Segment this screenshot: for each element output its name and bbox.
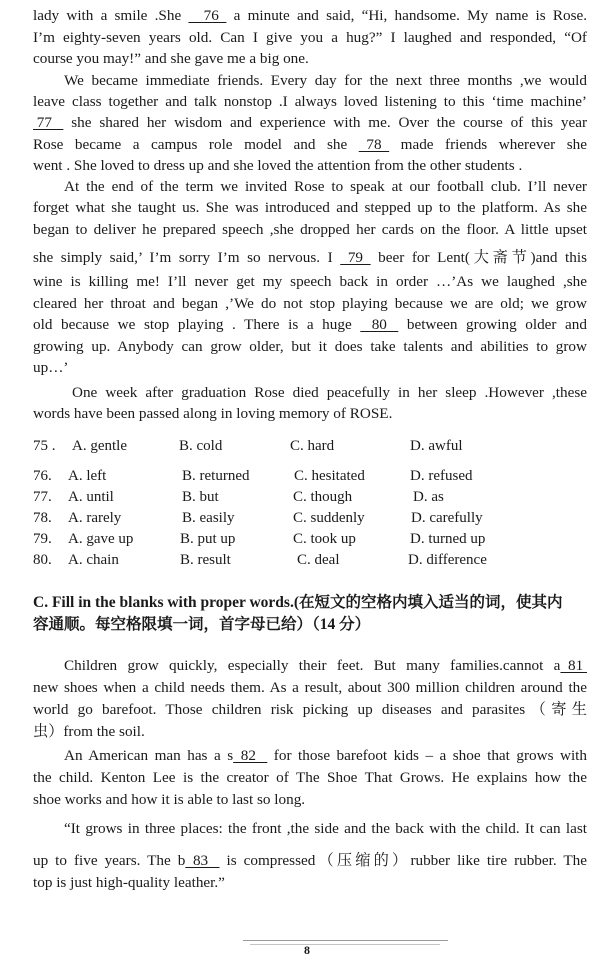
option-c: C. though: [293, 489, 353, 505]
text-run: forget what she taught us. She was introduced and stepped up to the platform. As she: [33, 199, 587, 216]
option-a: A. left: [68, 468, 107, 484]
passage-line: [33, 316, 587, 334]
passage-line: [33, 701, 587, 719]
blank-76: 76: [188, 7, 227, 24]
question-number: 78.: [33, 510, 52, 526]
passage-line: [33, 405, 587, 423]
question-number: 77.: [33, 489, 52, 505]
option-a: A. until: [68, 489, 114, 505]
passage-line: [64, 747, 587, 765]
text-run: began to deliver he prepared speech ,she dropped her cards on the floor. A little upset: [33, 221, 587, 238]
text-run: up…’: [33, 359, 69, 376]
text-run: growing up. Anybody can grow older, but it does take talents and abilities to grow: [33, 338, 587, 355]
passage-line: [64, 820, 587, 838]
blank-80: 80: [360, 316, 399, 333]
option-c: C. took up: [293, 531, 356, 547]
passage-line: [72, 384, 587, 402]
passage-line: [33, 157, 587, 175]
blank-78: 78: [358, 136, 390, 153]
passage-line: [33, 338, 587, 356]
option-b: B. returned: [182, 468, 250, 484]
question-number: 79.: [33, 531, 52, 547]
passage-line: [33, 114, 587, 132]
text-run: she simply said,’ I’m sorry I’m so nervous. I: [33, 249, 341, 266]
question-number: 80.: [33, 552, 52, 568]
section-c-heading: C. Fill in the blanks with proper words.(在短文的空格内填入适当的词，使其内: [33, 594, 563, 611]
passage-line: [33, 359, 587, 377]
text-run: words have been passed along in loving memory of ROSE.: [33, 405, 393, 422]
text-run: new shoes when a child needs them. As a result, about 300 million children around the: [33, 679, 587, 696]
passage-line: [33, 221, 587, 239]
blank-79: 79: [340, 249, 371, 266]
text-run: An American man has a s: [64, 747, 234, 764]
text-run: Children grow quickly, especially their feet. But many families.cannot a: [64, 657, 561, 674]
option-a: A. gave up: [68, 531, 134, 547]
footer-rule: [243, 940, 448, 941]
option-a: A. rarely: [68, 510, 122, 526]
text-run: went . She loved to dress up and she loved the attention from the other students .: [33, 157, 523, 174]
option-c: C. hesitated: [294, 468, 365, 484]
option-d: D. refused: [410, 468, 473, 484]
option-a: A. chain: [68, 552, 119, 568]
passage-line: [33, 199, 587, 217]
text-run: the child. Kenton Lee is the creator of The Shoe That Grows. He explains how the: [33, 769, 587, 786]
passage-line: [33, 874, 587, 892]
text-run: old because we stop playing . There is a huge: [33, 316, 361, 333]
text-run: top is just high-quality leather.”: [33, 874, 225, 891]
option-b: B. but: [182, 489, 219, 505]
option-d: D. awful: [410, 438, 463, 454]
passage-line: [33, 791, 587, 809]
text-run: beer for Lent(大斋节)and this: [378, 249, 587, 266]
text-run: a minute and said, “Hi, handsome. My name is Rose.: [233, 7, 588, 24]
text-run: One week after graduation Rose died peacefully in her sleep .However ,these: [72, 384, 587, 401]
text-run: lady with a smile .She: [33, 7, 182, 24]
passage-line: [33, 769, 587, 787]
text-run: cleared her throat and began ,’We do not stop playing because we are old; we grow: [33, 295, 587, 312]
passage-line: [33, 136, 587, 154]
passage-line: [33, 273, 587, 291]
option-d: D. as: [413, 489, 444, 505]
text-run: 虫）from the soil.: [33, 723, 145, 740]
text-run: We became immediate friends. Every day for the next three months ,we would: [64, 72, 587, 89]
passage-line: [33, 852, 587, 870]
text-run: she shared her wisdom and experience with me. Over the course of this year: [71, 114, 588, 131]
text-run: is compressed（压缩的）rubber like tire rubber. The: [226, 852, 587, 869]
passage-line: [33, 93, 587, 111]
option-b: B. result: [180, 552, 231, 568]
blank-81: 81: [560, 657, 587, 674]
passage-line: [33, 295, 587, 313]
text-run: up to five years. The b: [33, 852, 186, 869]
text-run: world go barefoot. Those children risk picking up diseases and parasites（寄生: [33, 701, 587, 718]
footer-rule: [250, 944, 440, 945]
option-b: B. easily: [182, 510, 235, 526]
passage-line: [33, 249, 587, 267]
text-run: “It grows in three places: the front ,the side and the back with the child. It can last: [64, 820, 587, 837]
option-d: D. turned up: [410, 531, 486, 547]
option-c: C. suddenly: [293, 510, 365, 526]
passage-line: [33, 7, 587, 25]
blank-77: 77: [33, 114, 64, 131]
text-run: between growing older and: [406, 316, 587, 333]
option-d: D. difference: [408, 552, 487, 568]
text-run: shoe works and how it is able to last so long.: [33, 791, 306, 808]
passage-line: [64, 178, 587, 196]
text-run: At the end of the term we invited Rose to speak at our football club. I’ll never: [64, 178, 587, 195]
blank-83: 83: [185, 852, 220, 869]
text-run: Rose became a campus role model and she: [33, 136, 359, 153]
passage-line: [33, 29, 587, 47]
text-run: made friends wherever she: [400, 136, 587, 153]
option-a: A. gentle: [72, 438, 127, 454]
option-d: D. carefully: [411, 510, 483, 526]
text-run: course you may!” and she gave me a big one.: [33, 50, 309, 67]
section-c-heading-cont: 容通顺。每空格限填一词，首字母已给）（14 分）: [33, 616, 371, 633]
question-number: 75 .: [33, 438, 56, 454]
text-run: I’m eighty-seven years old. Can I give you a hug?” I laughed and responded, “Of: [33, 29, 587, 46]
text-run: wine is killing me! I’ll never get my speech back in order …’As we laughed ,she: [33, 273, 587, 290]
option-c: C. hard: [290, 438, 335, 454]
option-b: B. cold: [179, 438, 223, 454]
option-b: B. put up: [180, 531, 236, 547]
option-c: C. deal: [297, 552, 340, 568]
passage-line: [64, 657, 587, 675]
passage-line: [33, 723, 587, 741]
text-run: leave class together and talk nonstop .I always loved listening to this ‘time machine’: [33, 93, 587, 110]
page-number: 8: [304, 943, 310, 957]
passage-line: [33, 679, 587, 697]
blank-82: 82: [233, 747, 268, 764]
passage-line: [33, 50, 587, 68]
text-run: for those barefoot kids – a shoe that grows with: [273, 747, 587, 764]
passage-line: [64, 72, 587, 90]
question-number: 76.: [33, 468, 52, 484]
